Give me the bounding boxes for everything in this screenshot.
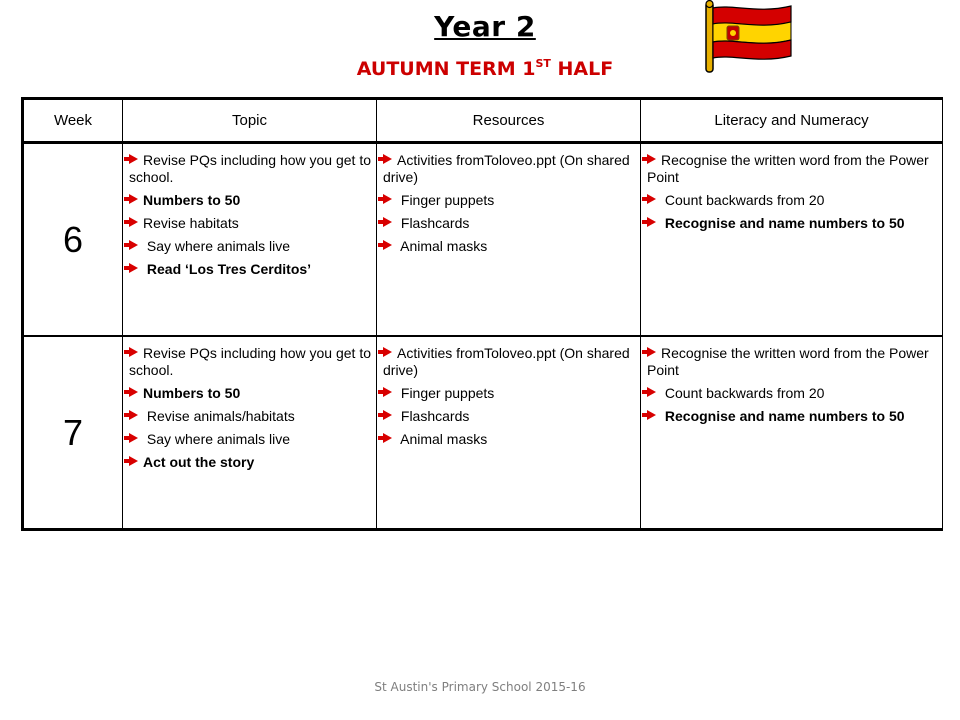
topic-cell <box>123 143 377 337</box>
topic-cell <box>123 336 377 530</box>
list-item-text: Recognise the written word from the Power Point <box>647 152 929 185</box>
header-resources: Resources <box>377 99 641 143</box>
table-header-row <box>23 99 943 143</box>
red-arrow-icon <box>383 238 397 255</box>
list-item-text: Recognise the written word from the Power Point <box>647 345 929 378</box>
red-arrow-icon <box>129 215 143 232</box>
list-item <box>383 192 636 209</box>
list-item-text: Recognise and name numbers to 50 <box>661 215 905 231</box>
list-item-text: Flashcards <box>397 215 470 231</box>
list-item <box>383 215 636 232</box>
red-arrow-icon <box>383 152 397 169</box>
list-item-text: Say where animals live <box>143 431 291 447</box>
subtitle-superscript: ST <box>535 57 551 70</box>
header-literacy: Literacy and Numeracy <box>641 99 943 143</box>
page-subtitle <box>0 57 960 80</box>
page-footer: St Austin's Primary School 2015-16 <box>374 680 586 694</box>
resources-cell <box>377 336 641 530</box>
red-arrow-icon <box>383 215 397 232</box>
subtitle-end: HALF <box>550 58 614 80</box>
red-arrow-icon <box>647 152 661 169</box>
list-item-text: Finger puppets <box>397 385 495 401</box>
red-arrow-icon <box>647 408 661 425</box>
list-item-text: Count backwards from 20 <box>661 385 825 401</box>
list-item <box>647 408 938 425</box>
list-item <box>647 192 938 209</box>
list-item <box>647 215 938 232</box>
red-arrow-icon <box>129 385 143 402</box>
list-item <box>383 408 636 425</box>
header-week: Week <box>23 99 123 143</box>
list-item <box>383 238 636 255</box>
red-arrow-icon <box>129 192 143 209</box>
red-arrow-icon <box>647 192 661 209</box>
list-item <box>383 345 636 379</box>
header-topic: Topic <box>123 99 377 143</box>
red-arrow-icon <box>647 215 661 232</box>
list-item-text: Revise animals/habitats <box>143 408 295 424</box>
list-item <box>129 261 372 278</box>
list-item-text: Flashcards <box>397 408 470 424</box>
term-plan-table <box>21 97 943 531</box>
subtitle-main: AUTUMN TERM 1 <box>356 58 536 80</box>
list-item <box>129 454 372 471</box>
list-item-text: Numbers to 50 <box>143 385 241 401</box>
table-row <box>23 336 943 530</box>
week-number: 6 <box>23 143 123 337</box>
red-arrow-icon <box>129 431 143 448</box>
list-item <box>383 385 636 402</box>
red-arrow-icon <box>129 238 143 255</box>
list-item-text: Recognise and name numbers to 50 <box>661 408 905 424</box>
red-arrow-icon <box>647 385 661 402</box>
list-item-text: Activities fromToloveo.ppt (On shared drive) <box>383 345 630 378</box>
list-item <box>129 385 372 402</box>
red-arrow-icon <box>129 454 143 471</box>
list-item <box>647 345 938 379</box>
list-item <box>129 152 372 186</box>
red-arrow-icon <box>383 408 397 425</box>
red-arrow-icon <box>383 345 397 362</box>
list-item-text: Animal masks <box>397 431 488 447</box>
table-row <box>23 143 943 337</box>
list-item <box>647 385 938 402</box>
list-item <box>647 152 938 186</box>
literacy-cell <box>641 143 943 337</box>
list-item-text: Revise PQs including how you get to school. <box>129 345 372 378</box>
list-item <box>129 215 372 232</box>
list-item <box>129 345 372 379</box>
list-item-text: Revise PQs including how you get to school. <box>129 152 372 185</box>
list-item-text: Numbers to 50 <box>143 192 241 208</box>
red-arrow-icon <box>383 192 397 209</box>
list-item <box>383 431 636 448</box>
list-item-text: Animal masks <box>397 238 488 254</box>
list-item <box>129 431 372 448</box>
spain-flag-icon <box>703 0 795 74</box>
week-number: 7 <box>23 336 123 530</box>
list-item-text: Revise habitats <box>143 215 239 231</box>
red-arrow-icon <box>129 152 143 169</box>
red-arrow-icon <box>129 345 143 362</box>
red-arrow-icon <box>383 385 397 402</box>
list-item-text: Read ‘Los Tres Cerditos’ <box>143 261 312 277</box>
red-arrow-icon <box>129 408 143 425</box>
list-item <box>129 192 372 209</box>
literacy-cell <box>641 336 943 530</box>
red-arrow-icon <box>383 431 397 448</box>
resources-cell <box>377 143 641 337</box>
list-item-text: Activities fromToloveo.ppt (On shared drive) <box>383 152 630 185</box>
page-title: Year 2 <box>434 10 536 43</box>
list-item <box>383 152 636 186</box>
red-arrow-icon <box>129 261 143 278</box>
list-item-text: Finger puppets <box>397 192 495 208</box>
list-item-text: Act out the story <box>143 454 255 470</box>
red-arrow-icon <box>647 345 661 362</box>
list-item-text: Say where animals live <box>143 238 291 254</box>
list-item <box>129 408 372 425</box>
list-item <box>129 238 372 255</box>
list-item-text: Count backwards from 20 <box>661 192 825 208</box>
